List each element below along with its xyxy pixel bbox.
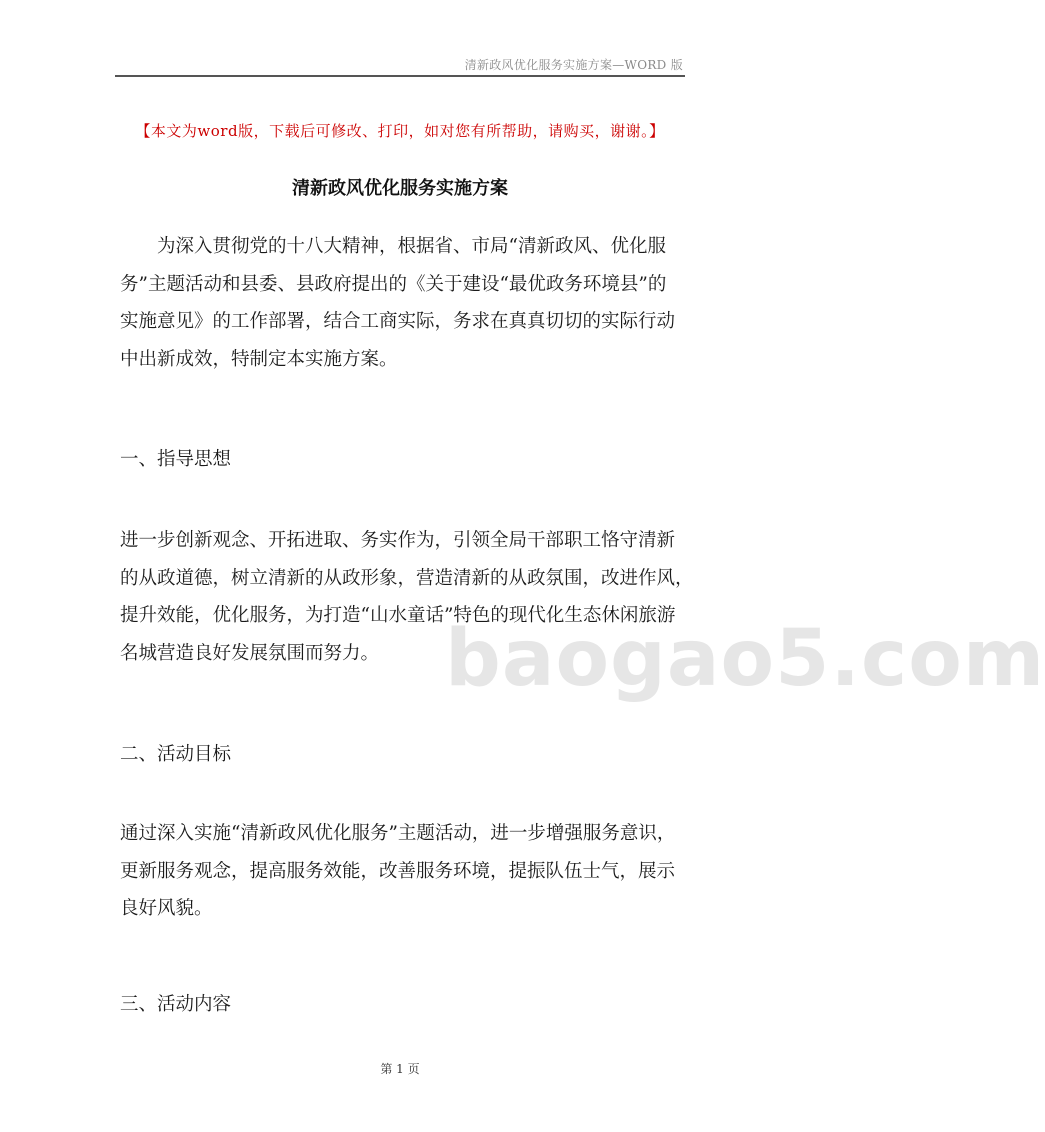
intro-paragraph <box>120 228 686 378</box>
paragraph-line: 提升效能，优化服务，为打造“山水童话”特色的现代化生态休闲旅游 <box>120 605 676 626</box>
intro-line: 实施意见》的工作部署，结合工商实际，务求在真真切切的实际行动 <box>120 311 676 332</box>
paragraph-line: 的从政道德，树立清新的从政形象，营造清新的从政氛围，改进作风， <box>120 567 694 589</box>
guiding-thought-paragraph <box>120 522 694 672</box>
header-divider <box>115 75 685 77</box>
activity-goals-paragraph <box>120 815 686 928</box>
section-heading-guiding-thought: 一、指导思想 <box>120 449 232 470</box>
intro-line: 务”主题活动和县委、县政府提出的《关于建设“最优政务环境县”的 <box>120 273 667 295</box>
watermark: baogao5.com <box>445 614 1045 704</box>
section-heading-activity-goals: 二、活动目标 <box>120 744 232 765</box>
intro-line: 为深入贯彻党的十八大精神，根据省、市局“清新政风、优化服 <box>157 236 666 257</box>
section-heading-activity-content: 三、活动内容 <box>120 994 232 1015</box>
page-header-title: 清新政风优化服务实施方案—WORD 版 <box>464 58 683 72</box>
document-title: 清新政风优化服务实施方案 <box>292 178 508 199</box>
page-number: 第 1 页 <box>380 1062 420 1076</box>
paragraph-line: 名城营造良好发展氛围而努力。 <box>120 642 380 664</box>
paragraph-line: 通过深入实施“清新政风优化服务”主题活动，进一步增强服务意识， <box>120 823 676 844</box>
paragraph-line: 更新服务观念，提高服务效能，改善服务环境，提振队伍士气，展示 <box>120 860 676 882</box>
intro-line: 中出新成效，特制定本实施方案。 <box>120 348 398 370</box>
paragraph-line: 良好风貌。 <box>120 898 213 919</box>
paragraph-line: 进一步创新观念、开拓进取、务实作为，引领全局干部职工恪守清新 <box>120 530 676 551</box>
purchase-notice: 【本文为word版，下载后可修改、打印，如对您有所帮助，请购买，谢谢。】 <box>135 122 665 140</box>
